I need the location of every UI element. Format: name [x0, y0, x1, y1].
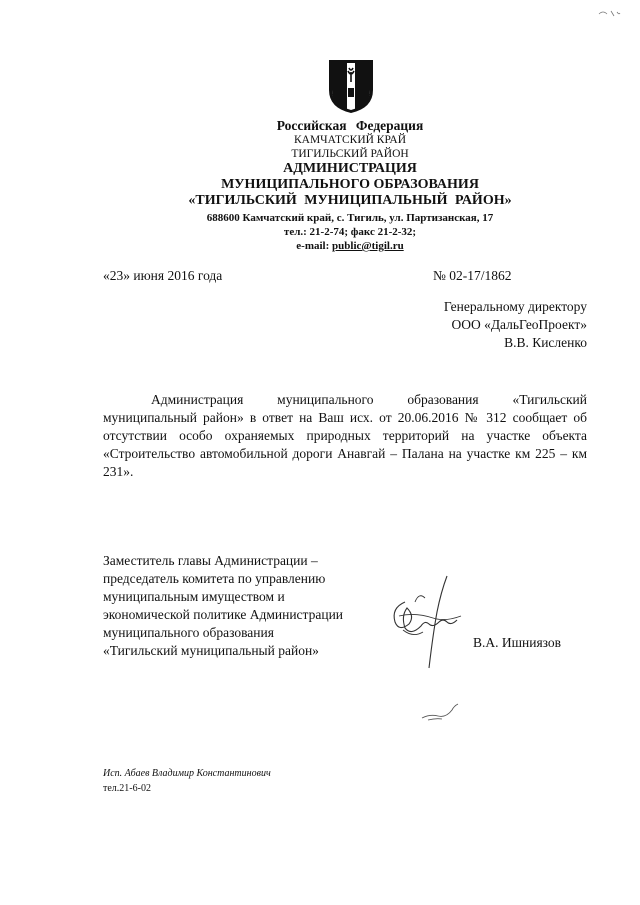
header-name: «ТИГИЛЬСКИЙ МУНИЦИПАЛЬНЫЙ РАЙОН»	[188, 193, 512, 208]
scribble-mark-icon	[420, 700, 460, 722]
letter-number: № 02-17/1862	[433, 268, 512, 283]
recipient-block	[444, 298, 587, 353]
signature-block	[103, 552, 383, 660]
header-admin: АДМИНИСТРАЦИЯ	[283, 161, 417, 176]
executor-name: Исп. Абаев Владимир Константинович	[103, 768, 271, 779]
header-region: КАМЧАТСКИЙ КРАЙ	[293, 134, 407, 146]
signer-name: В.А. Ишниязов	[473, 635, 562, 650]
email-link[interactable]: public@tigil.ru	[332, 240, 404, 252]
header-country: Российская Федерация	[276, 118, 424, 133]
signer-position-line: муниципального образования	[103, 624, 274, 640]
recipient-line: В.В. Кисленко	[504, 335, 587, 351]
letter-body: Администрация муниципального образования «Тигильский муниципальный район» в ответ на Ваш исх. от 20.06.2016 № 312 сообщает об отсутствии особо охраняемых природных территорий на участке объекта «Строительство автомобильной дороги Анавгай – Палана на участке км 225 – км 231».	[103, 392, 587, 479]
signer-position-line: «Тигильский муниципальный район»	[103, 642, 319, 658]
signer-position-line: экономической политике Администрации	[103, 606, 344, 622]
header-address: 688600 Камчатский край, с. Тигиль, ул. Партизанская, 17	[206, 212, 494, 224]
email-label: e-mail:	[296, 240, 330, 252]
recipient-line: ООО «ДальГеоПроект»	[451, 317, 587, 333]
header-district: ТИГИЛЬСКИЙ РАЙОН	[291, 148, 409, 160]
corner-mark-icon	[597, 8, 621, 18]
letter-date: «23» июня 2016 года	[103, 268, 223, 283]
handwritten-signature-icon	[385, 572, 475, 672]
header-phone: тел.: 21-2-74; факс 21-2-32;	[283, 226, 417, 238]
executor-phone: тел.21-6-02	[103, 782, 151, 794]
executor-block	[103, 767, 271, 796]
signer-position-line: председатель комитета по управлению	[103, 570, 326, 586]
header-municipal: МУНИЦИПАЛЬНОГО ОБРАЗОВАНИЯ	[221, 177, 479, 192]
recipient-line: Генеральному директору	[443, 299, 587, 314]
signer-position-line: Заместитель главы Администрации –	[103, 553, 318, 568]
signer-position-line: муниципальным имуществом и	[103, 588, 285, 604]
coat-of-arms-icon	[326, 58, 376, 114]
header-email	[150, 240, 550, 253]
